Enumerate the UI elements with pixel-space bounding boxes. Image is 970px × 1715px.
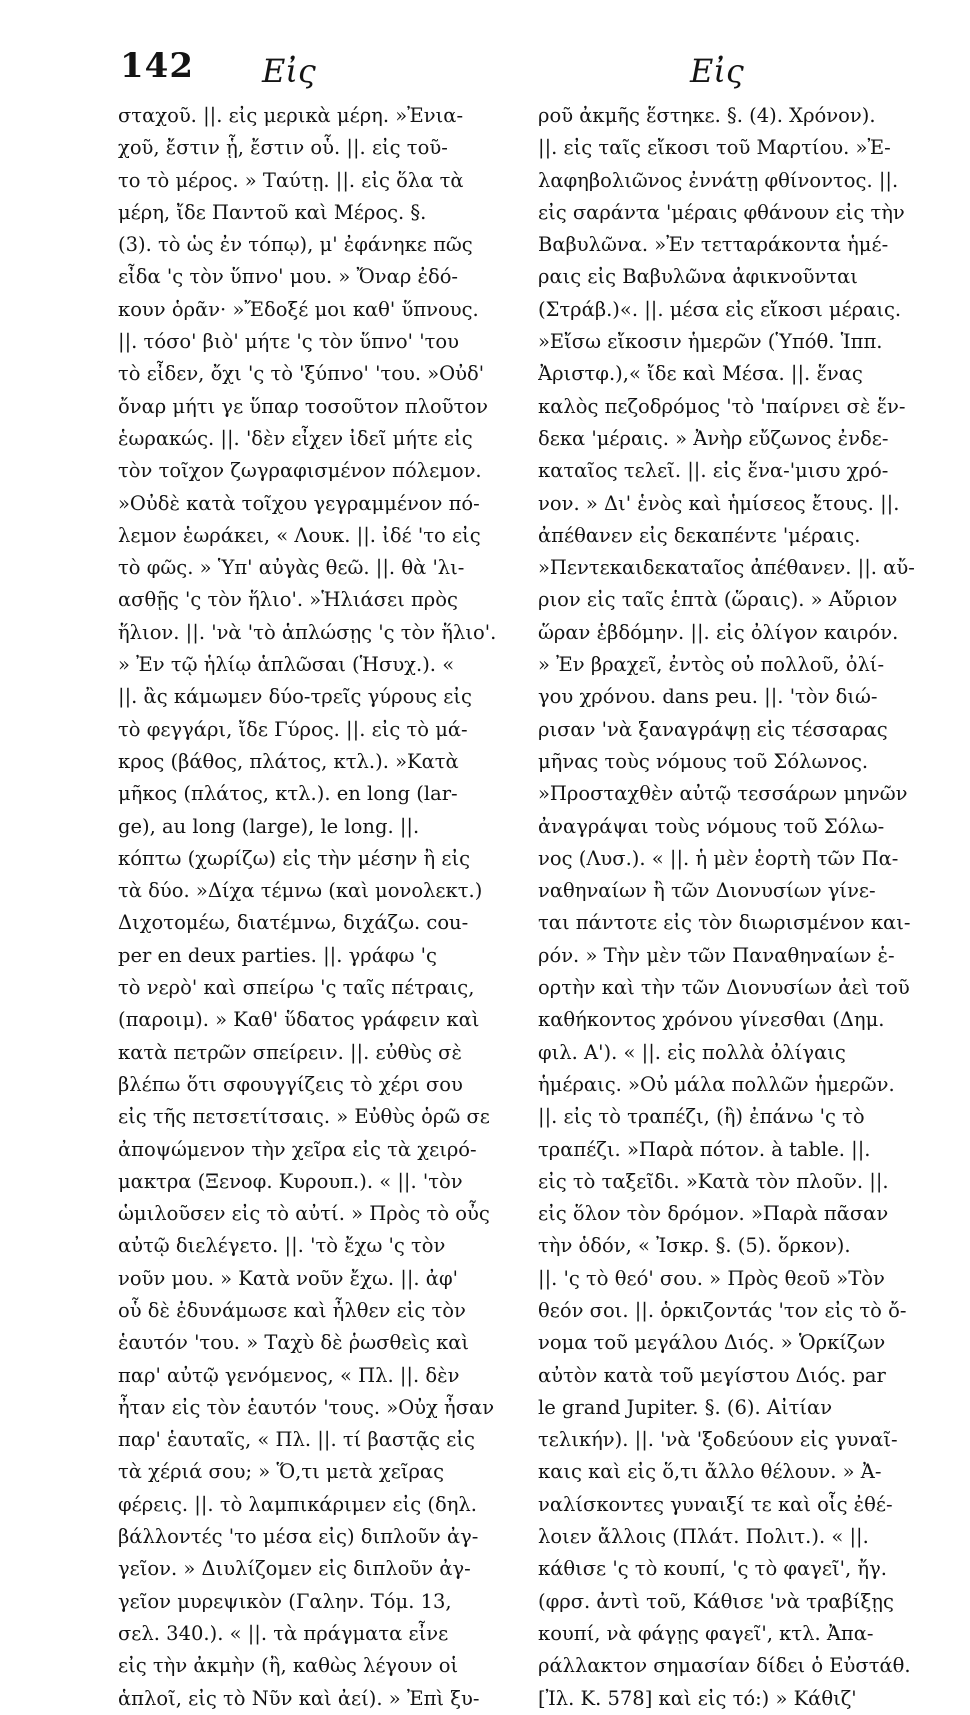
text-line: ἀποψώμενον τὴν χεῖρα εἰς τὰ χειρό- <box>118 1137 477 1161</box>
text-line: ναθηναίων ἢ τῶν Διονυσίων γίνε- <box>538 879 876 903</box>
text-line: ὡμιλοῦσεν εἰς τὸ αὐτί. » Πρὸς τὸ οὖς <box>118 1202 490 1226</box>
text-line: Ἀριστφ.),« ἴδε καὶ Μέσα. ||. ἕνας <box>538 362 863 386</box>
text-line: ρισαν 'νὰ ξαναγράψῃ εἰς τέσσαρας <box>538 717 888 741</box>
text-line: λοιεν ἄλλοις (Πλάτ. Πολιτ.). « ||. <box>538 1525 869 1549</box>
text-line: το τὸ μέρος. » Ταύτῃ. ||. εἰς ὅλα τὰ <box>118 168 464 192</box>
text-line: ροῦ ἀκμῆς ἕστηκε. §. (4). Χρόνον). <box>538 104 876 127</box>
text-line: τραπέζι. »Παρὰ πότον. à table. ||. <box>538 1137 871 1161</box>
text-line: ἀναγράψαι τοὺς νόμους τοῦ Σόλω- <box>538 814 885 838</box>
text-line: βάλλοντές 'το μέσα εἰς) διπλοῦν ἀγ- <box>118 1525 479 1549</box>
text-line: μακτρα (Ξενοφ. Κυρουπ.). « ||. 'τὸν <box>118 1169 463 1193</box>
text-line: παρ' αὐτῷ γενόμενος, « Πλ. ||. δὲν <box>118 1363 460 1387</box>
text-line: ge), au long (large), le long. ||. <box>118 814 420 838</box>
text-line: ασθῇς 'ς τὸν ἥλιο'. »Ἡλιάσει πρὸς <box>118 588 458 612</box>
right-column <box>538 100 938 1715</box>
text-line: εἰς ὅλον τὸν δρόμον. »Παρὰ πᾶσαν <box>538 1202 889 1226</box>
text-line: τὸ εἶδεν, ὄχι 'ς τὸ 'ξύπνο' 'του. »Οὐδ' <box>118 362 485 386</box>
text-line: ἑωρακώς. ||. 'δὲν εἶχεν ἰδεῖ μήτε εἰς <box>118 426 473 450</box>
text-line: κουν ὁρᾶν· »Ἔδοξέ μοι καθ' ὕπνους. <box>118 297 479 321</box>
text-line: ἡμέραις. »Οὐ μάλα πολλῶν ἡμερῶν. <box>538 1072 895 1096</box>
text-line: κουπί, νὰ φάγῃς φαγεῖ', κτλ. Ἀπα- <box>538 1621 874 1645</box>
text-line: τὸ φεγγάρι, ἴδε Γύρος. ||. εἰς τὸ μά- <box>118 717 468 741</box>
text-line: σελ. 340.). « ||. τὰ πράγματα εἶνε <box>118 1621 449 1645</box>
text-line: »Οὐδὲ κατὰ τοῖχου γεγραμμένον πό- <box>118 491 480 515</box>
text-line: ἀπέθανεν εἰς δεκαπέντε 'μέραις. <box>538 523 861 547</box>
text-line: Διχοτομέω, διατέμνω, διχάζω. cou- <box>118 911 469 935</box>
text-line: καις καὶ εἰς ὅ,τι ἄλλο θέλουν. » Ἀ- <box>538 1460 882 1484</box>
text-line: κατὰ πετρῶν σπείρειν. ||. εὐθὺς σὲ <box>118 1040 462 1064</box>
text-line: ναλίσκοντες γυναιξί τε καὶ οἷς ἐθέ- <box>538 1492 893 1516</box>
text-line: »Προσταχθὲν αὐτῷ τεσσάρων μηνῶν <box>538 782 908 806</box>
text-line: αὐτὸν κατὰ τοῦ μεγίστου Διός. par <box>538 1363 886 1387</box>
text-line: οὗ δὲ ἐδυνάμωσε καὶ ἦλθεν εἰς τὸν <box>118 1298 466 1322</box>
text-line: τὰ χέριά σου; » Ὅ,τι μετὰ χεῖρας <box>118 1460 445 1484</box>
text-line: τὸ νερὸ' καὶ σπείρω 'ς ταῖς πέτραις, <box>118 976 475 1000</box>
running-head-left: Εἰς <box>262 52 316 90</box>
text-line: βλέπω ὅτι σφουγγίζεις τὸ χέρι σου <box>118 1072 463 1096</box>
text-line: ριον εἰς ταῖς ἑπτὰ (ὥραις). » Αὔριον <box>538 588 898 612</box>
text-line: νος (Λυσ.). « ||. ἡ μὲν ἑορτὴ τῶν Πα- <box>538 846 899 870</box>
text-line: κόπτω (χωρίζω) εἰς τὴν μέσην ἢ εἰς <box>118 846 471 870</box>
text-line: ται πάντοτε εἰς τὸν διωρισμένον και- <box>538 911 911 935</box>
text-line: νομα τοῦ μεγάλου Διός. » Ὁρκίζων <box>538 1331 886 1355</box>
text-line: σταχοῦ. ||. εἰς μερικὰ μέρη. »Ἐνια- <box>118 104 464 127</box>
text-line: τὰ δύο. »Δίχα τέμνω (καὶ μονολεκτ.) <box>118 879 483 903</box>
text-line: δεκα 'μέραις. » Ἀνὴρ εὔζωνος ἐνδε- <box>538 426 889 450</box>
text-line: »Εἴσω εἴκοσιν ἡμερῶν (Ὑπόθ. Ἱππ. <box>538 330 883 354</box>
text-line: καλὸς πεζοδρόμος 'τὸ 'παίρνει σὲ ἕν- <box>538 394 906 418</box>
text-line: (3). τὸ ὡς ἐν τόπῳ), μ' ἐφάνηκε πῶς <box>118 233 473 257</box>
text-line: νοῦν μου. » Κατὰ νοῦν ἔχω. ||. ἀφ' <box>118 1266 458 1290</box>
text-line: τὸν τοῖχον ζωγραφισμένον πόλεμον. <box>118 459 482 483</box>
text-line: » Ἐν τῷ ἡλίῳ ἁπλῶσαι (Ἡσυχ.). « <box>118 653 455 677</box>
text-line: (Στράβ.)«. ||. μέσα εἰς εἴκοσι μέραις. <box>538 297 902 321</box>
text-line: τὸ φῶς. » Ὑπ' αὐγὰς θεῶ. ||. θὰ 'λι- <box>118 556 465 580</box>
text-line: εἰς τὸ ταξεῖδι. »Κατὰ τὸν πλοῦν. ||. <box>538 1169 889 1193</box>
text-line: ἑαυτόν 'του. » Ταχὺ δὲ ῥωσθεὶς καὶ <box>118 1331 470 1355</box>
text-line: λεμον ἑωράκει, « Λουκ. ||. ἰδέ 'το εἰς <box>118 523 481 547</box>
page-header <box>0 46 970 96</box>
text-line: »Πεντεκαιδεκαταῖος ἀπέθανεν. ||. αὔ- <box>538 556 915 580</box>
text-line: γεῖον μυρεψικὸν (Γαλην. Τόμ. 13, <box>118 1589 452 1613</box>
text-line: αὐτῷ διελέγετο. ||. 'τὸ ἔχω 'ς τὸν <box>118 1234 446 1258</box>
text-line: φιλ. Α'). « ||. εἰς πολλὰ ὀλίγαις <box>538 1040 846 1064</box>
text-line: θεόν σοι. ||. ὁρκιζοντάς 'τον εἰς τὸ ὄ- <box>538 1298 907 1322</box>
text-line: κάθισε 'ς τὸ κουπί, 'ς τὸ φαγεῖ', ἤγ. <box>538 1557 887 1581</box>
page-number: 142 <box>120 46 194 86</box>
text-line: ||. ἂς κάμωμεν δύο-τρεῖς γύρους εἰς <box>118 685 472 709</box>
text-line: τελικήν). ||. 'νὰ 'ξοδεύουν εἰς γυναῖ- <box>538 1428 898 1452</box>
text-line: γου χρόνου. dans peu. ||. 'τὸν διώ- <box>538 685 878 709</box>
text-line: ορτὴν καὶ τὴν τῶν Διονυσίων ἀεὶ τοῦ <box>538 976 910 1000</box>
text-line: » Ἐν βραχεῖ, ἐντὸς οὐ πολλοῦ, ὀλί- <box>538 653 885 677</box>
text-line: φέρεις. ||. τὸ λαμπικάριμεν εἰς (δηλ. <box>118 1492 477 1516</box>
text-line: le grand Jupiter. §. (6). Αἰτίαν <box>538 1395 833 1419</box>
text-line: ραις εἰς Βαβυλῶνα ἀφικνοῦνται <box>538 265 858 289</box>
text-line: [Ἰλ. Κ. 578] καὶ εἰς τό:) » Κάθιζ' <box>538 1686 857 1710</box>
text-line: χοῦ, ἔστιν ᾗ, ἔστιν οὗ. ||. εἰς τοῦ- <box>118 136 448 160</box>
text-line: μῆκος (πλάτος, κτλ.). en long (lar- <box>118 782 458 806</box>
text-line: μῆνας τοὺς νόμους τοῦ Σόλωνος. <box>538 749 869 773</box>
text-line: εἰς τὴν ἀκμὴν (ἢ, καθὼς λέγουν οἱ <box>118 1654 459 1678</box>
text-line: καταῖος τελεῖ. ||. εἰς ἕνα-'μισυ χρό- <box>538 459 889 483</box>
text-line: εἰς τῆς πετσετίτσαις. » Εὐθὺς ὁρῶ σε <box>118 1105 490 1129</box>
text-line: ράλλακτον σημασίαν δίδει ὁ Εὐστάθ. <box>538 1654 911 1678</box>
text-line: νον. » Δι' ἑνὸς καὶ ἡμίσεος ἔτους. ||. <box>538 491 900 515</box>
text-line: Βαβυλῶνα. »Ἐν τετταράκοντα ἡμέ- <box>538 233 889 257</box>
text-line: μέρη, ἴδε Παντοῦ καὶ Μέρος. §. <box>118 200 427 224</box>
text-line: ||. τόσο' βιὸ' μήτε 'ς τὸν ὕπνο' 'του <box>118 330 459 354</box>
text-line: ||. εἰς ταῖς εἴκοσι τοῦ Μαρτίου. »Ἐ- <box>538 136 891 160</box>
text-line: γεῖον. » Διυλίζομεν εἰς διπλοῦν ἀγ- <box>118 1557 471 1581</box>
text-line: ἦταν εἰς τὸν ἑαυτόν 'τους. »Οὐχ ἦσαν <box>118 1395 495 1419</box>
text-line: (φρσ. ἀντὶ τοῦ, Κάθισε 'νὰ τραβίξῃς <box>538 1589 894 1613</box>
text-line: εἶδα 'ς τὸν ὕπνο' μου. » Ὄναρ ἐδό- <box>118 265 459 289</box>
text-line: εἰς σαράντα 'μέραις φθάνουν εἰς τὴν <box>538 200 905 224</box>
text-line: τὴν ὁδόν, « Ἰσκρ. §. (5). ὅρκον). <box>538 1234 851 1258</box>
text-line: ὄναρ μήτι γε ὕπαρ τοσοῦτον πλοῦτον <box>118 394 489 418</box>
text-line: ρόν. » Τὴν μὲν τῶν Παναθηναίων ἑ- <box>538 943 895 967</box>
text-line: καθήκοντος χρόνου γίνεσθαι (Δημ. <box>538 1008 885 1032</box>
text-line: λαφηβολιῶνος ἐννάτῃ φθίνοντος. ||. <box>538 168 899 192</box>
text-line: κρος (βάθος, πλάτος, κτλ.). »Κατὰ <box>118 749 459 773</box>
text-line: παρ' ἑαυταῖς, « Πλ. ||. τί βαστᾷς εἰς <box>118 1428 475 1452</box>
running-head-right: Εἰς <box>690 52 744 90</box>
text-line: ὥραν ἑβδόμην. ||. εἰς ὀλίγον καιρόν. <box>538 620 899 644</box>
text-line: per en deux parties. ||. γράφω 'ς <box>118 943 437 967</box>
text-line: ||. εἰς τὸ τραπέζι, (ἢ) ἐπάνω 'ς τὸ <box>538 1105 865 1129</box>
text-line: ||. 'ς τὸ θεό' σου. » Πρὸς θεοῦ »Τὸν <box>538 1266 885 1290</box>
text-line: ἁπλοῖ, εἰς τὸ Νῦν καὶ ἀεί). » Ἐπὶ ξυ- <box>118 1686 480 1710</box>
text-line: ἥλιον. ||. 'νὰ 'τὸ ἁπλώσῃς 'ς τὸν ἥλιο'. <box>118 620 497 644</box>
text-line: (παροιμ). » Καθ' ὕδατος γράφειν καὶ <box>118 1008 480 1032</box>
left-column <box>118 100 518 1715</box>
